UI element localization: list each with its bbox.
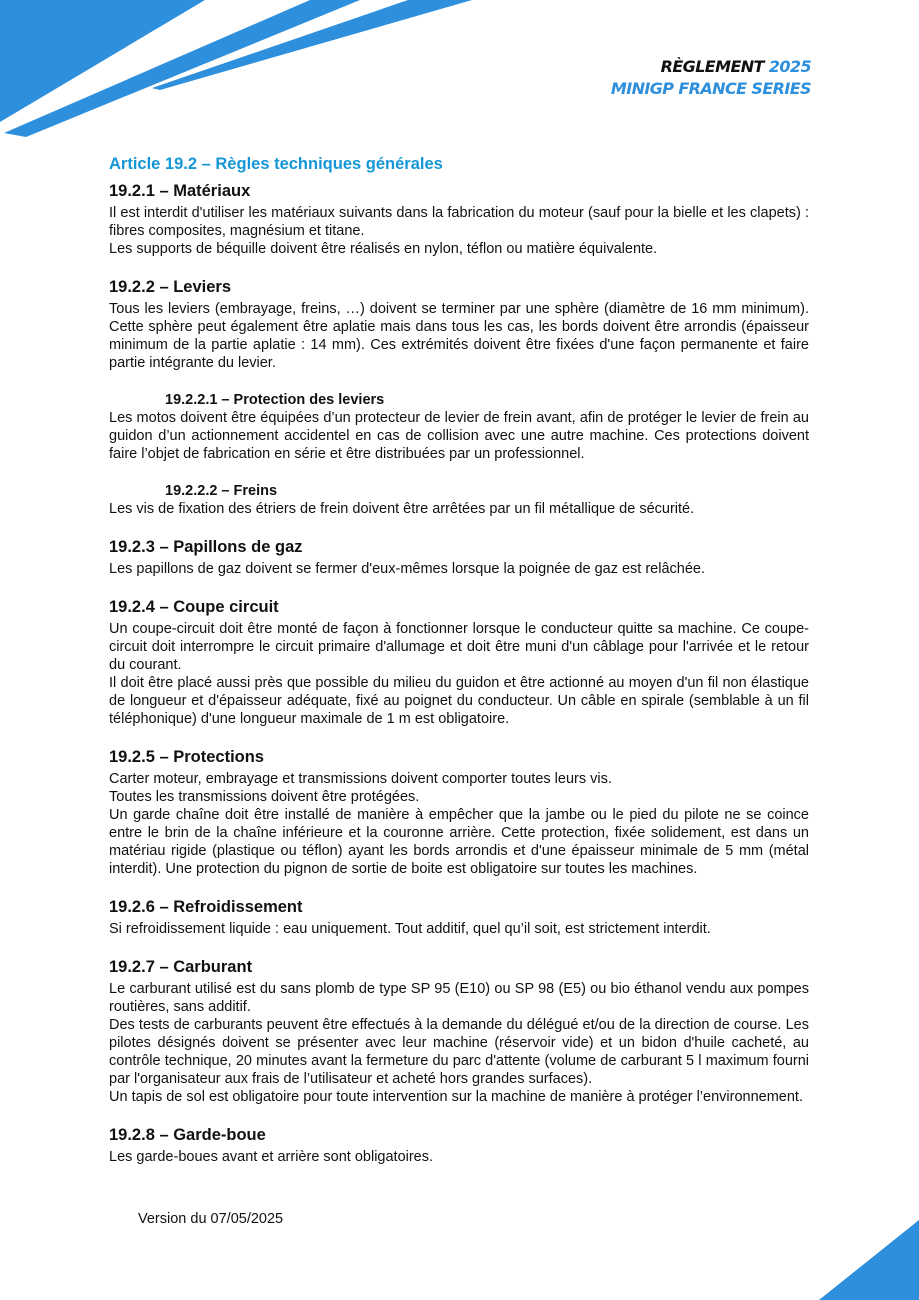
document-body	[109, 155, 809, 1166]
section-heading-refroidissement: 19.2.6 – Refroidissement	[109, 898, 303, 916]
paragraph: Tous les leviers (embrayage, freins, …) doivent se terminer par une sphère (diamètre de 16 mm minimum). Cette sphère peut également être aplatie mais dans tous les cas, les bords doivent être arrondis (épaisseur minimum de la partie aplatie : 14 mm). Ces extrémités doivent être fixées d'une façon permanente et faire partie intégrante du levier.	[109, 301, 809, 371]
subsection-heading-freins: 19.2.2.2 – Freins	[165, 483, 278, 499]
article-title: Article 19.2 – Règles techniques générales	[109, 155, 443, 173]
paragraph: Un garde chaîne doit être installé de manière à empêcher que la jambe ou le pied du pilote ne se coince entre le brin de la chaîne inférieure et la couronne arrière. Cette protection, fixée solidement, est dans un matériau rigide (plastique ou téflon) ayant les bords arrondis et d'une épaisseur minimale de 5 mm (métal interdit). Une protection du pignon de sortie de boite est obligatoire sur toutes les machines.	[109, 807, 809, 877]
footer-corner-decoration	[819, 1220, 919, 1300]
section-heading-materiaux: 19.2.1 – Matériaux	[109, 182, 251, 200]
section-heading-carburant: 19.2.7 – Carburant	[109, 958, 253, 976]
section-heading-leviers: 19.2.2 – Leviers	[109, 278, 232, 296]
section-heading-protections: 19.2.5 – Protections	[109, 748, 264, 766]
header-brand-year: 2025	[768, 57, 811, 76]
header-brand-line2: MINIGP FRANCE SERIES	[610, 79, 811, 98]
paragraph: Les garde-boues avant et arrière sont obligatoires.	[109, 1149, 434, 1165]
header-brand	[611, 56, 811, 100]
subsection-heading-protection-leviers: 19.2.2.1 – Protection des leviers	[165, 392, 385, 408]
paragraph: Toutes les transmissions doivent être protégées.	[109, 789, 420, 805]
footer-version: Version du 07/05/2025	[138, 1211, 284, 1227]
section-heading-garde-boue: 19.2.8 – Garde-boue	[109, 1126, 266, 1144]
section-heading-coupe-circuit: 19.2.4 – Coupe circuit	[109, 598, 279, 616]
section-heading-papillons: 19.2.3 – Papillons de gaz	[109, 538, 303, 556]
paragraph: Les papillons de gaz doivent se fermer d'eux-mêmes lorsque la poignée de gaz est relâchée.	[109, 561, 706, 577]
paragraph: Les supports de béquille doivent être réalisés en nylon, téflon ou matière équivalente.	[109, 241, 658, 257]
paragraph: Un tapis de sol est obligatoire pour toute intervention sur la machine de manière à protéger l’environnement.	[109, 1089, 803, 1105]
paragraph: Les motos doivent être équipées d’un protecteur de levier de frein avant, afin de protéger le levier de frein au guidon d’un actionnement accidentel en cas de collision avec une autre machine. Ces protections doivent faire l’objet de fabrication en série et être distribuées par un professionnel.	[109, 410, 809, 462]
paragraph: Un coupe-circuit doit être monté de façon à fonctionner lorsque le conducteur quitte sa machine. Ce coupe-circuit doit interrompre le circuit primaire d'allumage et doit être muni d'un câblage pour l'arrivée et le retour du courant.	[109, 621, 809, 673]
paragraph: Des tests de carburants peuvent être effectués à la demande du délégué et/ou de la direction de course. Les pilotes désignés doivent se présenter avec leur machine (réservoir vide) et un bidon d'huile cacheté, au contrôle technique, 20 minutes avant la fermeture du parc d'attente (volume de carburant 5 l maximum fourni par l'organisateur aux frais de l’utilisateur et acheté hors grandes surfaces).	[109, 1017, 809, 1087]
paragraph: Le carburant utilisé est du sans plomb de type SP 95 (E10) ou SP 98 (E5) ou bio éthanol vendu aux pompes routières, sans additif.	[109, 981, 809, 1015]
paragraph: Les vis de fixation des étriers de frein doivent être arrêtées par un fil métallique de sécurité.	[109, 501, 695, 517]
header-stripes-decoration	[0, 0, 480, 150]
paragraph: Carter moteur, embrayage et transmissions doivent comporter toutes leurs vis.	[109, 771, 612, 787]
header-brand-line1: RÈGLEMENT	[660, 57, 764, 76]
paragraph: Il doit être placé aussi près que possible du milieu du guidon et être actionné au moyen d'un fil non élastique de longueur et d'épaisseur adéquate, fixé au poignet du conducteur. Un câble en spirale (semblable à un fil téléphonique) d'une longueur maximale de 1 m est obligatoire.	[109, 675, 809, 727]
paragraph: Il est interdit d'utiliser les matériaux suivants dans la fabrication du moteur (sauf pour la bielle et les clapets) : fibres composites, magnésium et titane.	[109, 205, 809, 239]
paragraph: Si refroidissement liquide : eau uniquement. Tout additif, quel qu’il soit, est strictement interdit.	[109, 921, 711, 937]
